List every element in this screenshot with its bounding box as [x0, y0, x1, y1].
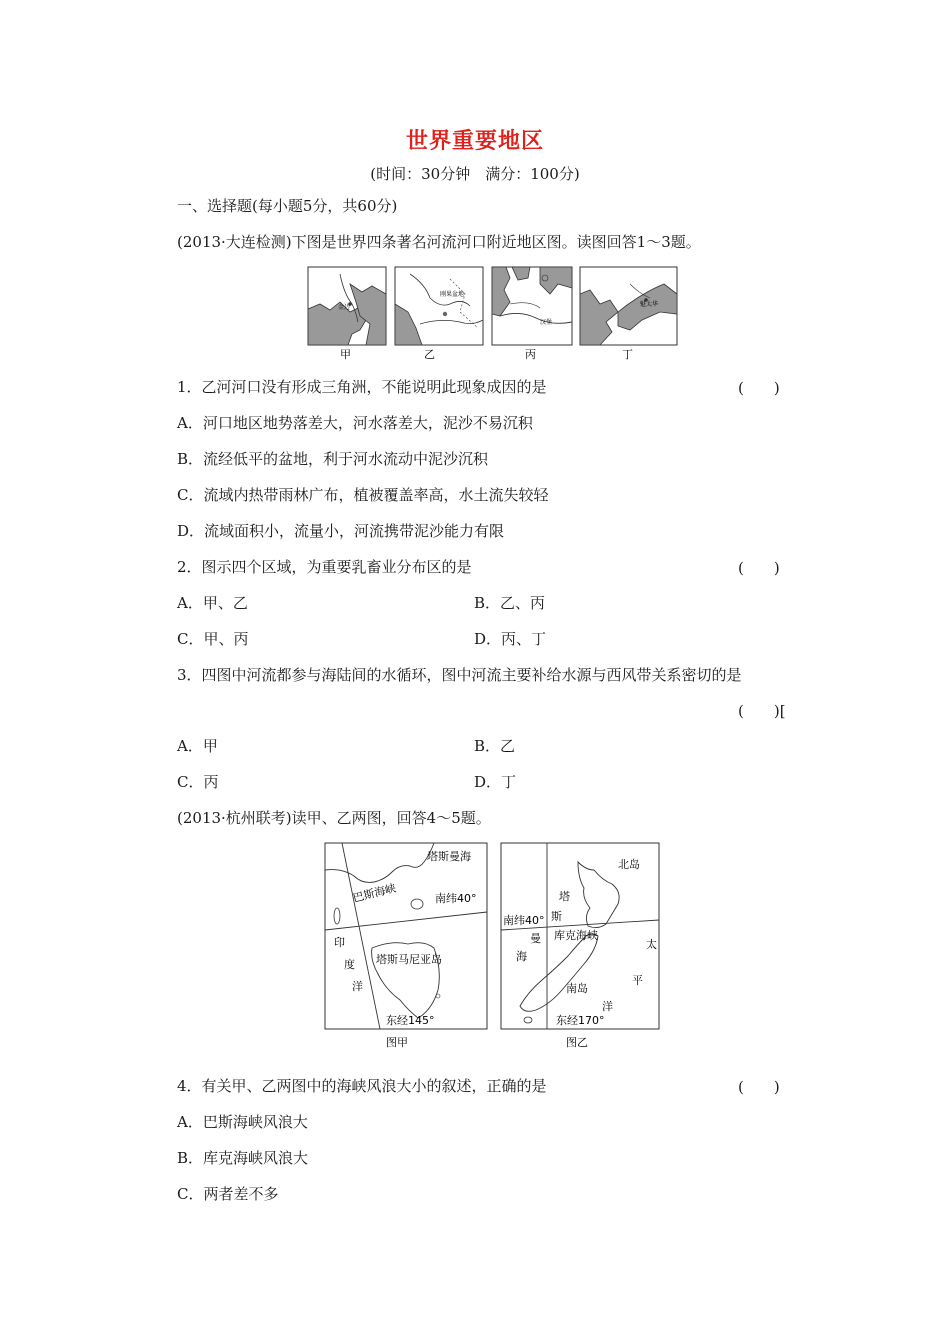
question-2-option-c: C．甲、丙	[177, 630, 249, 648]
map-tasmania	[325, 843, 487, 1049]
map-yi	[395, 267, 483, 345]
label-lon-170: 东经170°	[556, 1014, 605, 1027]
question-1-option-a: A．河口地区地势落差大，河水落差大，泥沙不易沉积	[177, 414, 533, 432]
question-3-option-c: C．丙	[177, 773, 219, 791]
label-indian-ocean-2: 度	[344, 958, 355, 971]
question-4-answer-blank: ( )	[738, 1078, 780, 1096]
map-bing-city-label: 汉堡	[540, 319, 553, 326]
figure-label-yi: 乙	[424, 348, 435, 361]
question-3-option-b: B．乙	[474, 737, 516, 755]
map-ding-city-label: 魁太华	[640, 301, 659, 308]
label-north-island: 北岛	[618, 858, 640, 871]
label-lat-40-right: 南纬40°	[503, 914, 545, 927]
label-pacific-2: 平	[632, 974, 643, 987]
label-tasman-sea-4: 海	[516, 950, 527, 963]
caption-figure-jia: 图甲	[386, 1036, 408, 1049]
figure-label-bing: 丙	[525, 348, 536, 361]
section-heading: 一、选择题(每小题5分，共60分)	[177, 197, 398, 215]
strait-maps-figure	[322, 840, 662, 1052]
question-4-option-a: A．巴斯海峡风浪大	[177, 1113, 308, 1131]
question-2-option-d: D．丙、丁	[474, 630, 547, 648]
map-new-zealand	[501, 843, 659, 1049]
map-ding	[580, 267, 677, 345]
figure-label-jia: 甲	[340, 348, 351, 361]
question-2-stem: 2．图示四个区域，为重要乳畜业分布区的是	[177, 558, 472, 576]
label-pacific-1: 太	[646, 938, 657, 951]
figure-label-ding: 丁	[622, 348, 633, 361]
question-group-intro-2: (2013·杭州联考)读甲、乙两图，回答4～5题。	[177, 809, 491, 827]
label-lat-40-left: 南纬40°	[435, 892, 477, 905]
map-jia	[308, 267, 386, 345]
label-tasmania-island: 塔斯马尼亚岛	[376, 953, 442, 966]
question-2-option-a: A．甲、乙	[177, 594, 248, 612]
label-tasman-sea-2: 斯	[551, 910, 562, 923]
question-group-intro-1: (2013·大连检测)下图是世界四条著名河流河口附近地区图。读图回答1～3题。	[177, 233, 701, 251]
time-score-line: (时间：30分钟 满分：100分)	[370, 165, 580, 183]
label-pacific-3: 洋	[602, 1000, 613, 1013]
question-1-stem: 1．乙河河口没有形成三角洲，不能说明此现象成因的是	[177, 378, 547, 396]
label-cook-strait: 库克海峡	[554, 929, 598, 942]
question-3-stem: 3．四图中河流都参与海陆间的水循环，图中河流主要补给水源与西风带关系密切的是	[177, 666, 742, 684]
map-yi-basin-label: 刚果盆地	[440, 291, 465, 298]
label-south-island: 南岛	[566, 982, 588, 995]
caption-figure-yi: 图乙	[566, 1036, 588, 1049]
label-indian-ocean-3: 洋	[352, 980, 363, 993]
question-2-answer-blank: ( )	[738, 559, 780, 577]
question-1-answer-blank: ( )	[738, 379, 780, 397]
map-bing	[492, 267, 572, 345]
question-1-option-b: B．流经低平的盆地，利于河水流动中泥沙沉积	[177, 450, 489, 468]
question-3-answer-blank: ( )[	[738, 702, 786, 720]
river-mouth-maps-figure	[300, 264, 685, 364]
label-tasman-sea-3: 曼	[530, 932, 541, 945]
label-bass-strait: 巴斯海峡	[351, 881, 398, 905]
question-2-option-b: B．乙、丙	[474, 594, 546, 612]
question-3-option-d: D．丁	[474, 773, 517, 791]
map-jia-city-label: 金边	[338, 304, 351, 311]
question-4-stem: 4．有关甲、乙两图中的海峡风浪大小的叙述，正确的是	[177, 1077, 547, 1095]
question-1-option-d: D．流域面积小，流量小，河流携带泥沙能力有限	[177, 522, 505, 540]
label-tasman-sea-1: 塔	[559, 890, 570, 903]
label-tasman-sea: 塔斯曼海	[427, 850, 471, 863]
label-lon-145: 东经145°	[386, 1014, 435, 1027]
label-indian-ocean-1: 印	[334, 936, 345, 949]
question-3-option-a: A．甲	[177, 737, 218, 755]
question-1-option-c: C．流域内热带雨林广布，植被覆盖率高，水土流失较轻	[177, 486, 549, 504]
page-title: 世界重要地区	[405, 129, 544, 154]
question-4-option-c: C．两者差不多	[177, 1185, 279, 1203]
question-4-option-b: B．库克海峡风浪大	[177, 1149, 309, 1167]
